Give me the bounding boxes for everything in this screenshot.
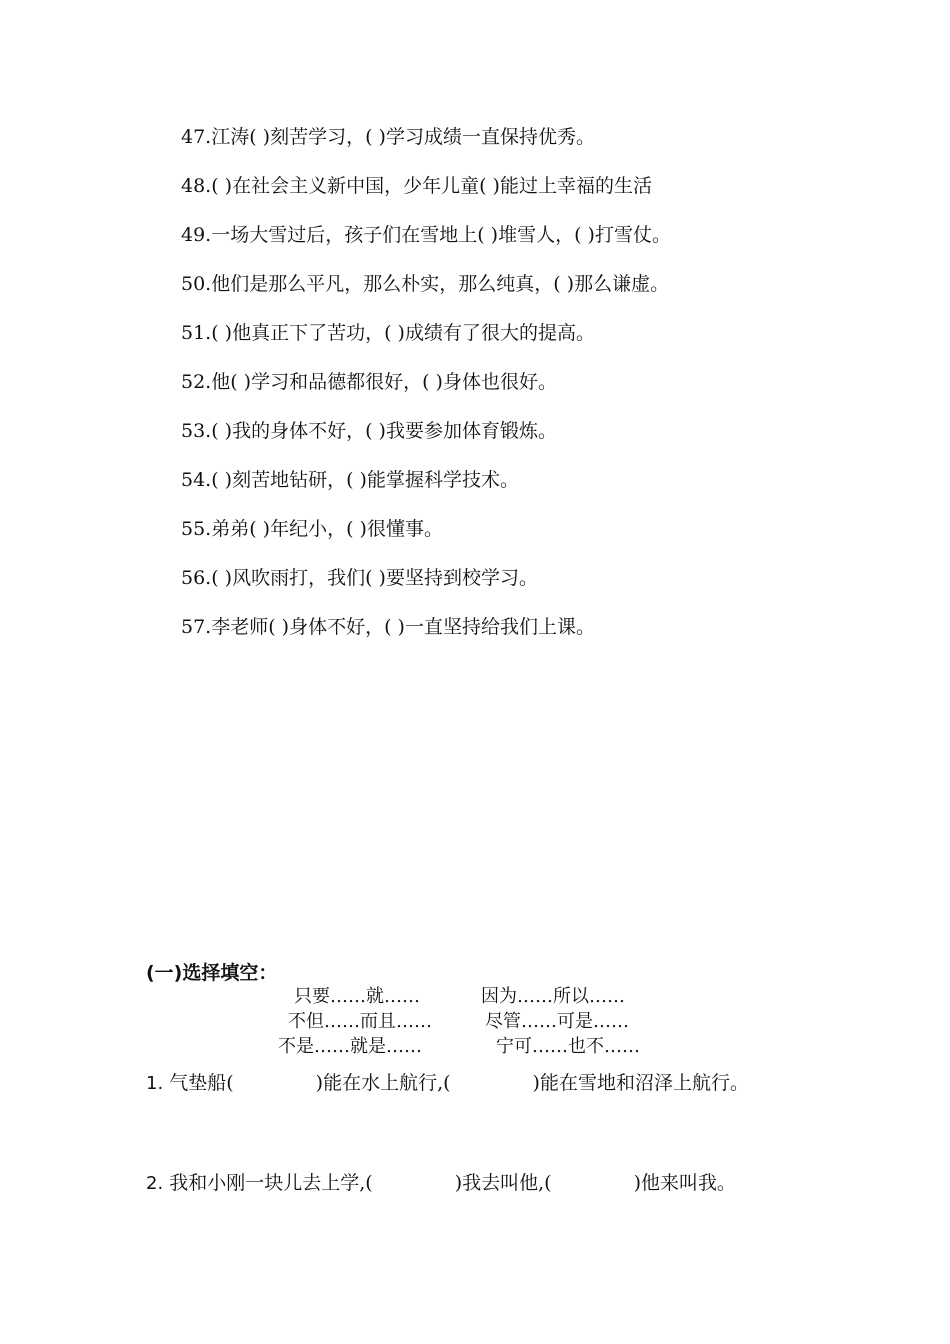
question-item: 49.一场大雪过后，孩子们在雪地上( )堆雪人，( )打雪仗。: [181, 224, 671, 246]
question-item: 56.( )风吹雨打，我们( )要坚持到校学习。: [181, 567, 538, 589]
question-list: [181, 120, 881, 659]
option-item: 因为……所以……: [481, 986, 625, 1007]
question-item: 53.( )我的身体不好，( )我要参加体育锻炼。: [181, 420, 557, 442]
option-item: 宁可……也不……: [496, 1036, 640, 1057]
option-item: 只要……就……: [294, 986, 420, 1007]
fill-item-text: 气垫船(: [169, 1072, 234, 1094]
fill-item-text: )能在水上航行,(: [315, 1072, 451, 1094]
fill-item-text: )他来叫我。: [633, 1172, 736, 1194]
fill-item-text: )能在雪地和沼泽上航行。: [532, 1072, 749, 1094]
question-item: 51.( )他真正下了苦功，( )成绩有了很大的提高。: [181, 322, 595, 344]
option-item: 不但……而且……: [288, 1011, 432, 1032]
fill-item-2: [146, 1168, 736, 1199]
question-item: 55.弟弟( )年纪小，( )很懂事。: [181, 518, 443, 540]
section-title: (一)选择填空：: [146, 962, 278, 984]
fill-item-text: 我和小刚一块儿去上学,(: [169, 1172, 373, 1194]
option-item: 尽管……可是……: [485, 1011, 629, 1032]
option-item: 不是……就是……: [278, 1036, 422, 1057]
fill-item-text: )我去叫他,(: [454, 1172, 552, 1194]
question-item: 48.( )在社会主义新中国，少年儿童( )能过上幸福的生活: [181, 175, 652, 197]
question-item: 50.他们是那么平凡，那么朴实，那么纯真，( )那么谦虚。: [181, 273, 670, 295]
question-item: 47.江涛( )刻苦学习，( )学习成绩一直保持优秀。: [181, 126, 595, 148]
options-right-column: [481, 984, 640, 1059]
question-item: 54.( )刻苦地钻研，( )能掌握科学技术。: [181, 469, 519, 491]
fill-item-1: [146, 1068, 749, 1099]
question-item: 57.李老师( )身体不好，( )一直坚持给我们上课。: [181, 616, 595, 638]
fill-item-number: 2.: [146, 1173, 164, 1194]
options-left-column: [278, 984, 432, 1059]
question-item: 52.他( )学习和品德都很好，( )身体也很好。: [181, 371, 557, 393]
fill-item-number: 1.: [146, 1073, 164, 1094]
